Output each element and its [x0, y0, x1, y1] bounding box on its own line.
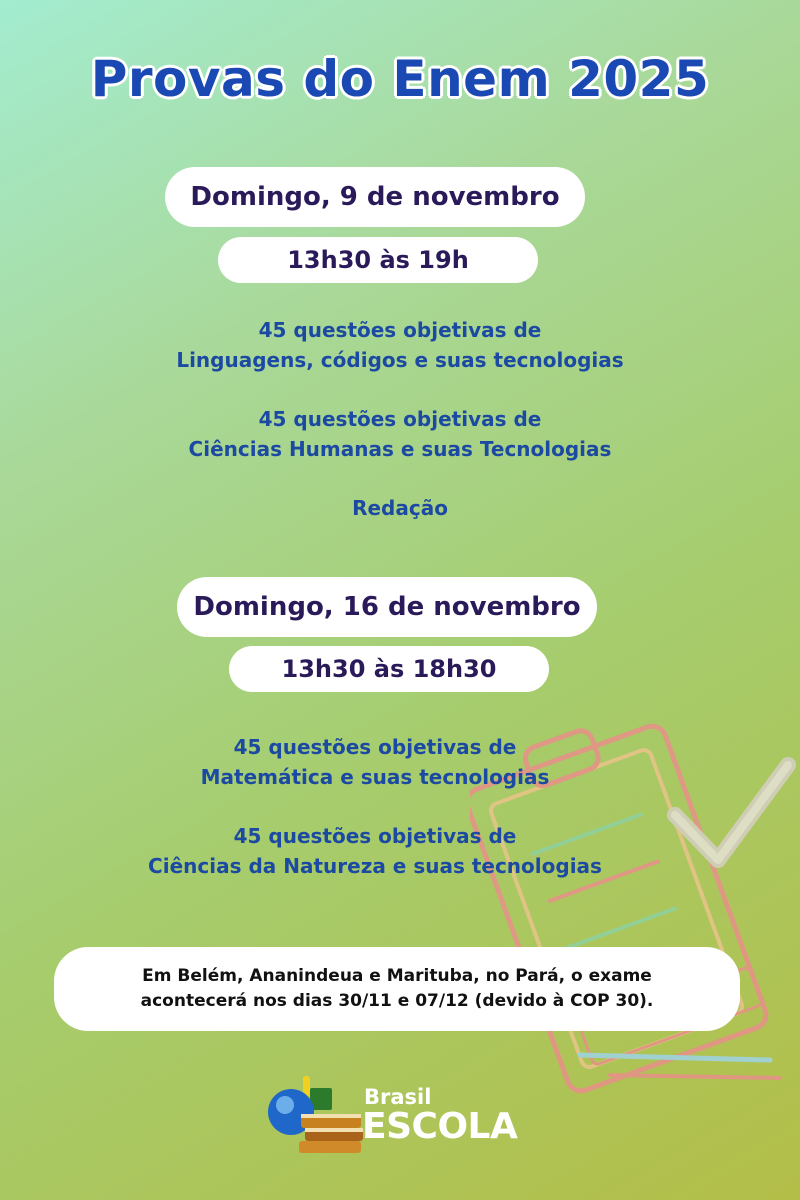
- item-line: Ciências Humanas e suas Tecnologias: [188, 437, 612, 461]
- day2-date-pill: Domingo, 16 de novembro: [177, 577, 597, 637]
- day1-date-pill: Domingo, 9 de novembro: [165, 167, 585, 227]
- day1-item-redacao: [0, 493, 800, 523]
- day2-item-natureza: [0, 821, 775, 881]
- page-title: Provas do Enem 2025: [90, 50, 710, 108]
- logo-wordmark: [362, 1086, 517, 1146]
- day2-subjects: [0, 732, 775, 910]
- note-line: Em Belém, Ananindeua e Marituba, no Pará, o exame: [142, 966, 652, 986]
- day1-subjects: [0, 315, 800, 552]
- day1-time-pill: 13h30 às 19h: [218, 237, 538, 283]
- item-line: 45 questões objetivas de: [233, 735, 517, 759]
- item-line: Matemática e suas tecnologias: [200, 765, 550, 789]
- note-box: [54, 947, 740, 1031]
- day2-time-pill: 13h30 às 18h30: [229, 646, 549, 692]
- item-line: Linguagens, códigos e suas tecnologias: [176, 348, 624, 372]
- day1-item-linguagens: [0, 315, 800, 375]
- day2-item-matematica: [0, 732, 775, 792]
- logo-escola: ESCOLA: [362, 1106, 518, 1147]
- day1-item-humanas: [0, 404, 800, 464]
- item-line: 45 questões objetivas de: [258, 318, 542, 342]
- brasil-escola-logo-icon: [265, 1072, 370, 1157]
- item-line: Redação: [352, 496, 448, 520]
- logo-brasil: Brasil: [364, 1085, 432, 1109]
- item-line: 45 questões objetivas de: [233, 824, 517, 848]
- item-line: 45 questões objetivas de: [258, 407, 542, 431]
- note-line: acontecerá nos dias 30/11 e 07/12 (devido à COP 30).: [140, 991, 654, 1011]
- item-line: Ciências da Natureza e suas tecnologias: [148, 854, 602, 878]
